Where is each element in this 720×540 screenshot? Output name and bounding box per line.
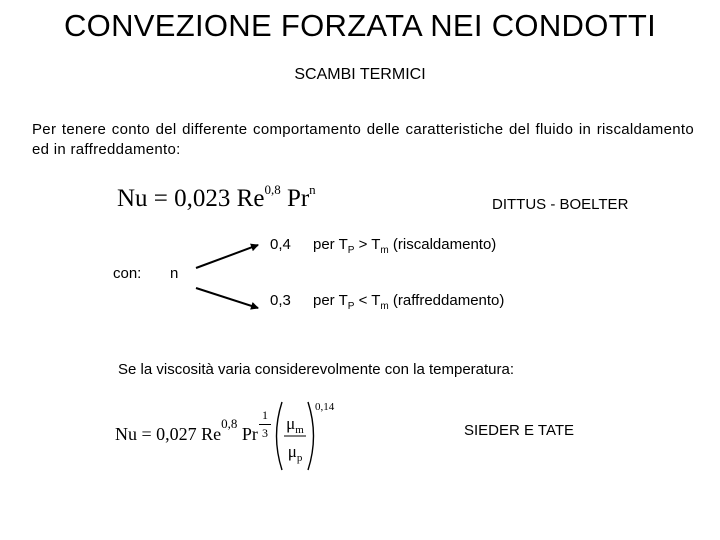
heating-sub-m: m (380, 245, 389, 256)
con-label: con: (113, 265, 142, 282)
cooling-op: < T (354, 292, 381, 309)
heating-op: > T (354, 236, 381, 253)
intro-paragraph: Per tenere conto del differente comportamento delle caratteristiche del fluido in riscaldamento ed in raffreddamento: (32, 121, 694, 158)
heating-text-pre: per T (313, 236, 348, 253)
pr-exponent-den: 3 (262, 426, 268, 440)
ratio-parentheses (270, 398, 320, 474)
ratio-exponent: 0,14 (315, 401, 335, 413)
eq2-lhs: Nu = 0,027 Re (115, 424, 222, 444)
heating-sub-p: P (347, 245, 355, 256)
cooling-sub-p: P (347, 301, 355, 312)
sieder-tate-equation (115, 416, 258, 445)
arrow-up (196, 245, 258, 268)
slide-subtitle: SCAMBI TERMICI (294, 66, 426, 83)
eq1-re-exponent: 0,8 (264, 182, 281, 197)
eq2-pr: Pr (237, 424, 258, 444)
cooling-sub-m: m (380, 301, 389, 312)
sieder-tate-label: SIEDER E TATE (464, 422, 575, 439)
eq1-pr-exponent: n (309, 182, 316, 197)
cooling-value: 0,3 (270, 292, 291, 309)
arrow-down (196, 288, 258, 308)
eq1-lhs: Nu = 0,023 Re (117, 185, 265, 212)
slide-title: CONVEZIONE FORZATA NEI CONDOTTI (63, 8, 656, 43)
eq1-pr: Pr (280, 185, 310, 212)
pr-exponent-num: 1 (262, 408, 268, 422)
viscosity-text: Se la viscosità varia considerevolmente con la temperatura: (118, 361, 515, 378)
n-label: n (170, 265, 179, 282)
mu-p: $\mu_p$ (287, 442, 303, 464)
heating-text-post: (riscaldamento) (388, 236, 497, 253)
cooling-text-post: (raffreddamento) (388, 292, 505, 309)
heating-value: 0,4 (270, 236, 291, 253)
eq2-re-exponent: 0,8 (221, 416, 238, 431)
dittus-boelter-label: DITTUS - BOELTER (492, 196, 629, 213)
mu-m: $\mu_m$ (286, 414, 304, 436)
cooling-text-pre: per T (313, 292, 348, 309)
